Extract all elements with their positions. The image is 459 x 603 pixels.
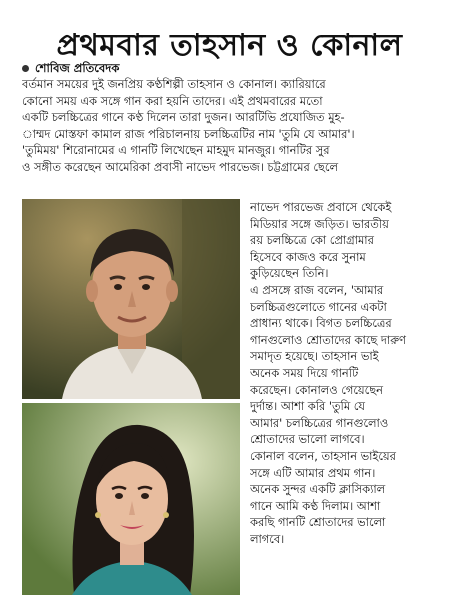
text-line: ও সঙ্গীত করেছেন আমেরিকা প্রবাসী নাভেদ পারভেজ। চট্টগ্রামের ছেলে bbox=[22, 159, 338, 174]
text-line: কোনো সময় এক সঙ্গে গান করা হয়নি তাদের। এই প্রথমবারের মতো bbox=[22, 93, 323, 108]
intro-paragraph bbox=[22, 76, 447, 176]
text-line: 'তুমিময়' শিরোনামের এ গানটি লিখেছেন মাহমুদ মানজুর। গানটির সুর bbox=[22, 143, 330, 158]
byline bbox=[22, 60, 119, 76]
text-line: মিডিয়ার সঙ্গে জড়িত। ভারতীয় bbox=[250, 216, 389, 231]
text-line: কুড়িয়েছেন তিনি। bbox=[250, 266, 329, 281]
text-line: প্রাধান্য থাকে। বিগত চলচ্চিত্রের bbox=[250, 316, 392, 331]
text-line: দুর্দান্ত। আশা করি 'তুমি যে bbox=[250, 399, 365, 414]
text-line: বর্তমান সময়ের দুই জনপ্রিয় কণ্ঠশিল্পী তাহসান ও কোনাল। ক্যারিয়ারে bbox=[22, 77, 326, 91]
text-line: হিসেবে কাজও করে সুনাম bbox=[250, 249, 366, 264]
portrait-woman-photo bbox=[22, 403, 240, 595]
text-line: শ্রোতাদের ভালো লাগবে। bbox=[250, 432, 365, 447]
portrait-woman-illustration bbox=[22, 403, 240, 595]
text-line: গানে আমি কণ্ঠ দিলাম। আশা bbox=[250, 498, 381, 513]
right-column-text bbox=[250, 199, 450, 547]
text-line: একটি চলচ্চিত্রের গানে কণ্ঠ দিলেন তারা দুজন। আরটিভি প্রযোজিত মুহ- bbox=[22, 110, 345, 125]
article-headline: প্রথমবার তাহসান ও কোনাল bbox=[56, 28, 403, 64]
text-line: করেছেন। কোনালও গেয়েছেন bbox=[250, 382, 383, 397]
bullet-icon bbox=[22, 65, 29, 72]
text-line: কোনাল বলেন, তাহসান ভাইয়ের bbox=[250, 448, 396, 463]
text-line: গানগুলোও শ্রোতাদের কাছে দারুণ bbox=[250, 332, 406, 347]
text-line: আমার' চলচ্চিত্রের গানগুলোও bbox=[250, 415, 389, 430]
text-line: সঙ্গে এটি আমার প্রথম গান। bbox=[250, 465, 376, 480]
text-line: অনেক সুন্দর একটি ক্লাসিক্যাল bbox=[250, 482, 386, 497]
text-line: করছি গানটি শ্রোতাদের ভালো bbox=[250, 515, 386, 530]
portrait-man-illustration bbox=[22, 199, 240, 399]
text-line: নাভেদ পারভেজ প্রবাসে থেকেই bbox=[250, 200, 392, 214]
text-line: এ প্রসঙ্গে রাজ বলেন, 'আমার bbox=[250, 282, 384, 297]
text-line: লাগবে। bbox=[250, 531, 285, 546]
text-line: অনেক সময় দিয়ে গানটি bbox=[250, 365, 359, 380]
text-line: চলচ্চিত্রগুলোতে গানের একটা bbox=[250, 299, 387, 314]
byline-text: শোবিজ প্রতিবেদক bbox=[35, 61, 120, 75]
text-line: রয় চলচ্চিত্রে কো প্রোগ্রামার bbox=[250, 233, 374, 248]
text-line: সমাদৃত হয়েছে। তাহসান ভাই bbox=[250, 349, 379, 364]
text-line: াম্মদ মোস্তফা কামাল রাজ পরিচালনায় চলচ্চিত্রটির নাম 'তুমি যে আমার'। bbox=[22, 126, 355, 141]
portrait-man-photo bbox=[22, 199, 240, 399]
